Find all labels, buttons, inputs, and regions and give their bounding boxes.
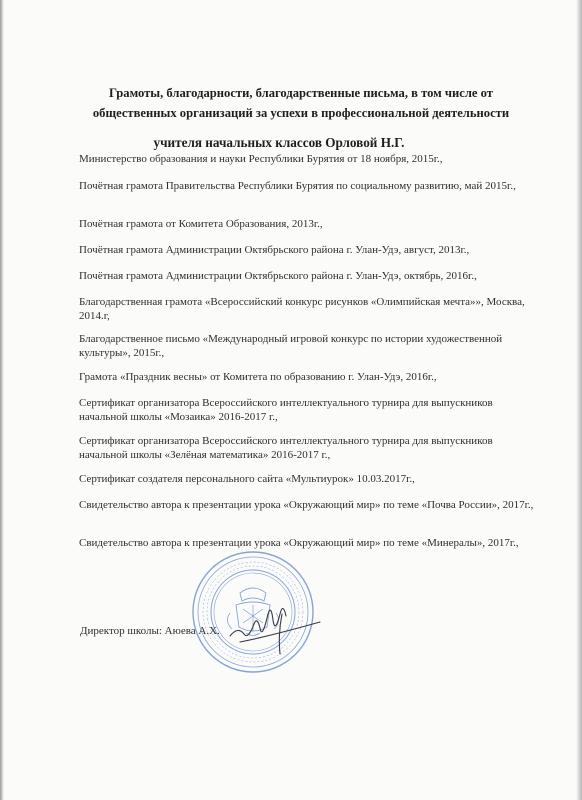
scan-edge-right <box>576 0 582 800</box>
list-item: Почётная грамота от Комитета Образования, 2013г., <box>79 218 323 230</box>
scan-edge-left <box>0 0 4 800</box>
list-item: Свидетельство автора к презентации урока «Окружающий мир» по теме «Почва России», 2017г., <box>79 499 534 511</box>
signature-icon <box>222 602 332 662</box>
list-item: Сертификат создателя персонального сайта «Мультиурок» 10.03.2017г., <box>79 473 415 485</box>
list-item: Министерство образования и науки Республики Бурятия от 18 ноября, 2015г., <box>79 153 443 165</box>
list-item: Свидетельство автора к презентации урока «Окружающий мир» по теме «Минералы», 2017г., <box>79 537 519 549</box>
director-signature-line: Директор школы: Аюева А.Х. <box>80 625 220 637</box>
title-line-3: учителя начальных классов Орловой Н.Г. <box>153 135 405 150</box>
list-item: Сертификат организатора Всероссийского интеллектуального турнира для выпускников начальной школы «Мозаика» 2016-2017 г., <box>79 397 493 423</box>
list-item: Благодарственная грамота «Всероссийский конкурс рисунков «Олимпийская мечта»», Москва, 2014.г, <box>79 296 525 322</box>
list-item: Благодарственное письмо «Международный игровой конкурс по истории художественной культуры», 2015г., <box>79 333 503 359</box>
list-item: Почётная грамота Правительства Республики Бурятия по социальному развитию, май 2015г., <box>79 180 516 192</box>
list-item: Почётная грамота Администрации Октябрьского района г. Улан-Удэ, август, 2013г., <box>79 244 470 256</box>
document-title <box>70 83 532 153</box>
list-item: Грамота «Праздник весны» от Комитета по образованию г. Улан-Удэ, 2016г., <box>79 371 437 383</box>
title-line-1: Грамоты, благодарности, благодарственные письма, в том числе от <box>109 86 493 100</box>
title-line-2: общественных организаций за успехи в профессиональной деятельности <box>92 106 510 120</box>
list-item: Почётная грамота Администрации Октябрьского района г. Улан-Удэ, октябрь, 2016г., <box>79 270 477 282</box>
list-item: Сертификат организатора Всероссийского интеллектуального турнира для выпускников начальной школы «Зелёная математика» 2016-2017 г., <box>79 435 493 461</box>
